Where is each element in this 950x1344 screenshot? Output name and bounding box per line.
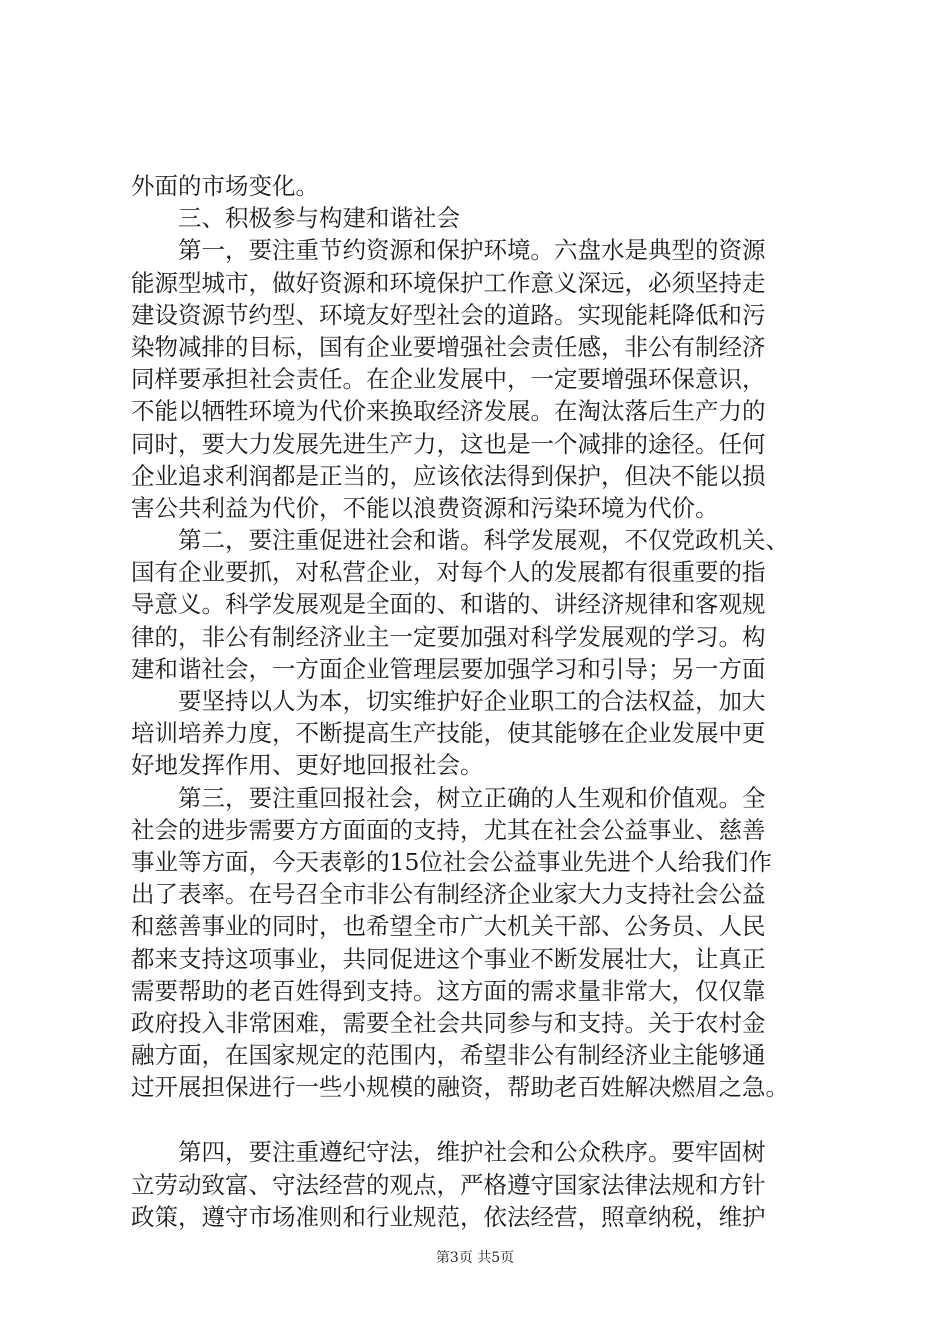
- text-line: 都来支持这项事业，共同促进这个事业不断发展壮大，让真正: [131, 944, 766, 973]
- text-line: 律的，非公有制经济业主一定要加强对科学发展观的学习。构: [131, 622, 766, 651]
- text-line: 同样要承担社会责任。在企业发展中，一定要增强环保意识，: [131, 365, 766, 394]
- text-line: 社会的进步需要方方面面的支持，尤其在社会公益事业、慈善: [131, 815, 766, 844]
- text-line: 要坚持以人为本，切实维护好企业职工的合法权益，加大: [178, 687, 766, 715]
- text-line: 过开展担保进行一些小规模的融资，帮助老百姓解决燃眉之急。: [131, 1073, 789, 1102]
- text-line: 第三，要注重回报社会，树立正确的人生观和价值观。全: [178, 783, 766, 812]
- text-line: 建设资源节约型、环境友好型社会的道路。实现能耗降低和污: [131, 300, 766, 329]
- text-line: 第四，要注重遵纪守法，维护社会和公众秩序。要牢固树: [178, 1138, 766, 1167]
- text-line: 第二，要注重促进社会和谐。科学发展观，不仅党政机关、: [178, 526, 789, 555]
- text-line: 导意义。科学发展观是全面的、和谐的、讲经济规律和客观规: [131, 590, 766, 619]
- text-line: 政策，遵守市场准则和行业规范，依法经营，照章纳税，维护: [131, 1202, 766, 1231]
- document-body: [131, 170, 831, 1233]
- text-line: 融方面，在国家规定的范围内，希望非公有制经济业主能够通: [131, 1041, 766, 1070]
- text-line: 害公共利益为代价，不能以浪费资源和污染环境为代价。: [131, 493, 719, 522]
- text-line: 外面的市场变化。: [131, 172, 319, 200]
- page-number-footer: 第3页 共5页: [435, 1250, 515, 1266]
- text-line: 政府投入非常困难，需要全社会共同参与和支持。关于农村金: [131, 1008, 766, 1037]
- text-line: 立劳动致富、守法经营的观点，严格遵守国家法律法规和方针: [131, 1170, 766, 1199]
- paragraph-gap: [131, 1103, 831, 1136]
- text-line: 染物减排的目标，国有企业要增强社会责任感，非公有制经济: [131, 332, 766, 361]
- text-line: 事业等方面，今天表彰的15位社会公益事业先进个人给我们作: [131, 847, 772, 876]
- text-line: 好地发挥作用、更好地回报社会。: [131, 751, 484, 780]
- text-line: 企业追求利润都是正当的，应该依法得到保护，但决不能以损: [131, 461, 766, 490]
- text-line: 能源型城市，做好资源和环境保护工作意义深远，必须坚持走: [131, 268, 766, 297]
- text-line: 不能以牺牲环境为代价来换取经济发展。在淘汰落后生产力的: [131, 397, 766, 426]
- section-heading: 三、积极参与构建和谐社会: [178, 204, 460, 233]
- text-line: 需要帮助的老百姓得到支持。这方面的需求量非常大，仅仅靠: [131, 976, 766, 1005]
- text-line: 出了表率。在号召全市非公有制经济企业家大力支持社会公益: [131, 880, 766, 909]
- text-line: 同时，要大力发展先进生产力，这也是一个减排的途径。任何: [131, 429, 766, 458]
- text-line: 和慈善事业的同时，也希望全市广大机关干部、公务员、人民: [131, 912, 766, 941]
- text-line: 培训培养力度，不断提高生产技能，使其能够在企业发展中更: [131, 719, 766, 748]
- text-line: 第一，要注重节约资源和保护环境。六盘水是典型的资源: [178, 236, 766, 265]
- text-line: 国有企业要抓，对私营企业，对每个人的发展都有很重要的指: [131, 558, 766, 587]
- text-line: 建和谐社会，一方面企业管理层要加强学习和引导；另一方面: [131, 654, 766, 683]
